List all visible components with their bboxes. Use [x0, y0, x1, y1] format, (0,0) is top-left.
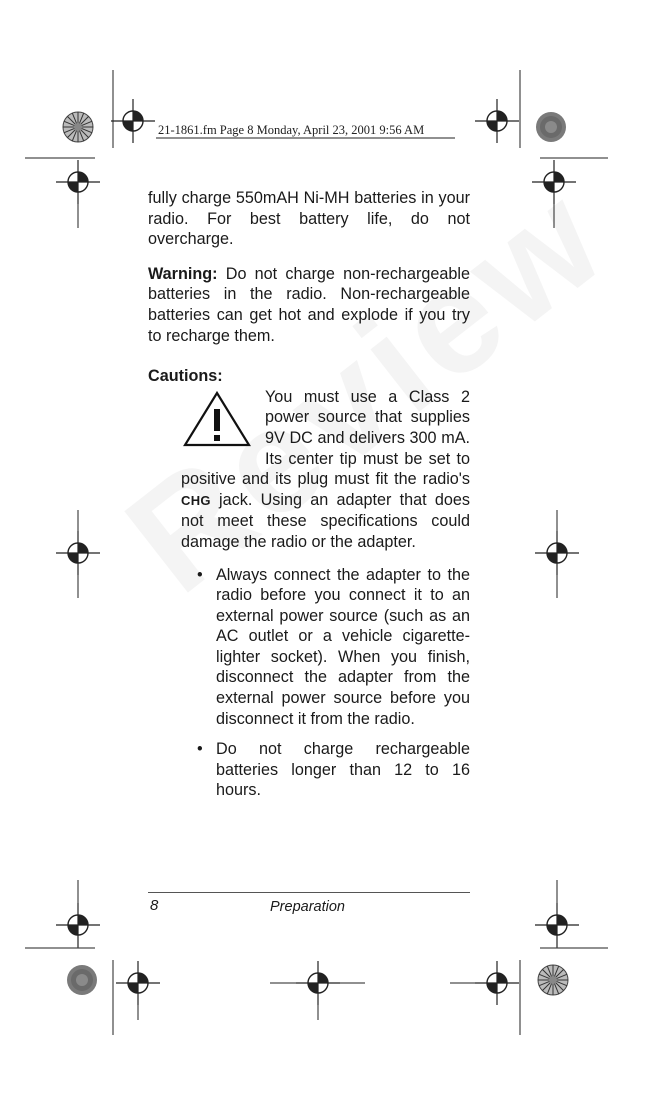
bullet-icon: • — [197, 740, 203, 759]
cautions-heading: Cautions: — [148, 367, 223, 386]
bullet-icon: • — [197, 565, 203, 584]
footer-rule — [148, 892, 470, 893]
caution-text: You must use a Class 2 power source that supplies 9V DC and delivers 300 mA. Its center tip must be set to positive and its plug must fit the radio's CHG jack. Using an adapter that does not meet these specifications could damage the radio or the adapter. — [181, 387, 470, 551]
file-info-header: 21-1861.fm Page 8 Monday, April 23, 2001 9:56 AM — [158, 123, 425, 137]
list-item: • Always connect the adapter to the radio before you connect it to an external power source (such as an AC outlet or a vehicle cigarette-lighter socket). When you finish, disconnect the adapter from the external power source before you disconnect it from the radio. — [197, 565, 470, 728]
caution-bullets — [181, 565, 470, 802]
warning-triangle-icon — [181, 389, 253, 449]
warning-label: Warning: — [148, 264, 218, 283]
caution-block — [181, 387, 470, 801]
page-content — [148, 188, 470, 811]
list-item: • Do not charge rechargeable batteries longer than 12 to 16 hours. — [197, 740, 470, 800]
intro-paragraph: fully charge 550mAH Ni-MH batteries in your radio. For best battery life, do not overcharge. — [148, 189, 470, 249]
section-title: Preparation — [270, 899, 345, 915]
chg-jack-label: CHG — [181, 492, 211, 508]
page-number: 8 — [150, 897, 159, 914]
warning-text: Do not charge non-rechargeable batteries in the radio. Non-rechargeable batteries can get hot and explode if you try to recharge them. — [148, 264, 470, 345]
warning-paragraph — [148, 264, 470, 346]
